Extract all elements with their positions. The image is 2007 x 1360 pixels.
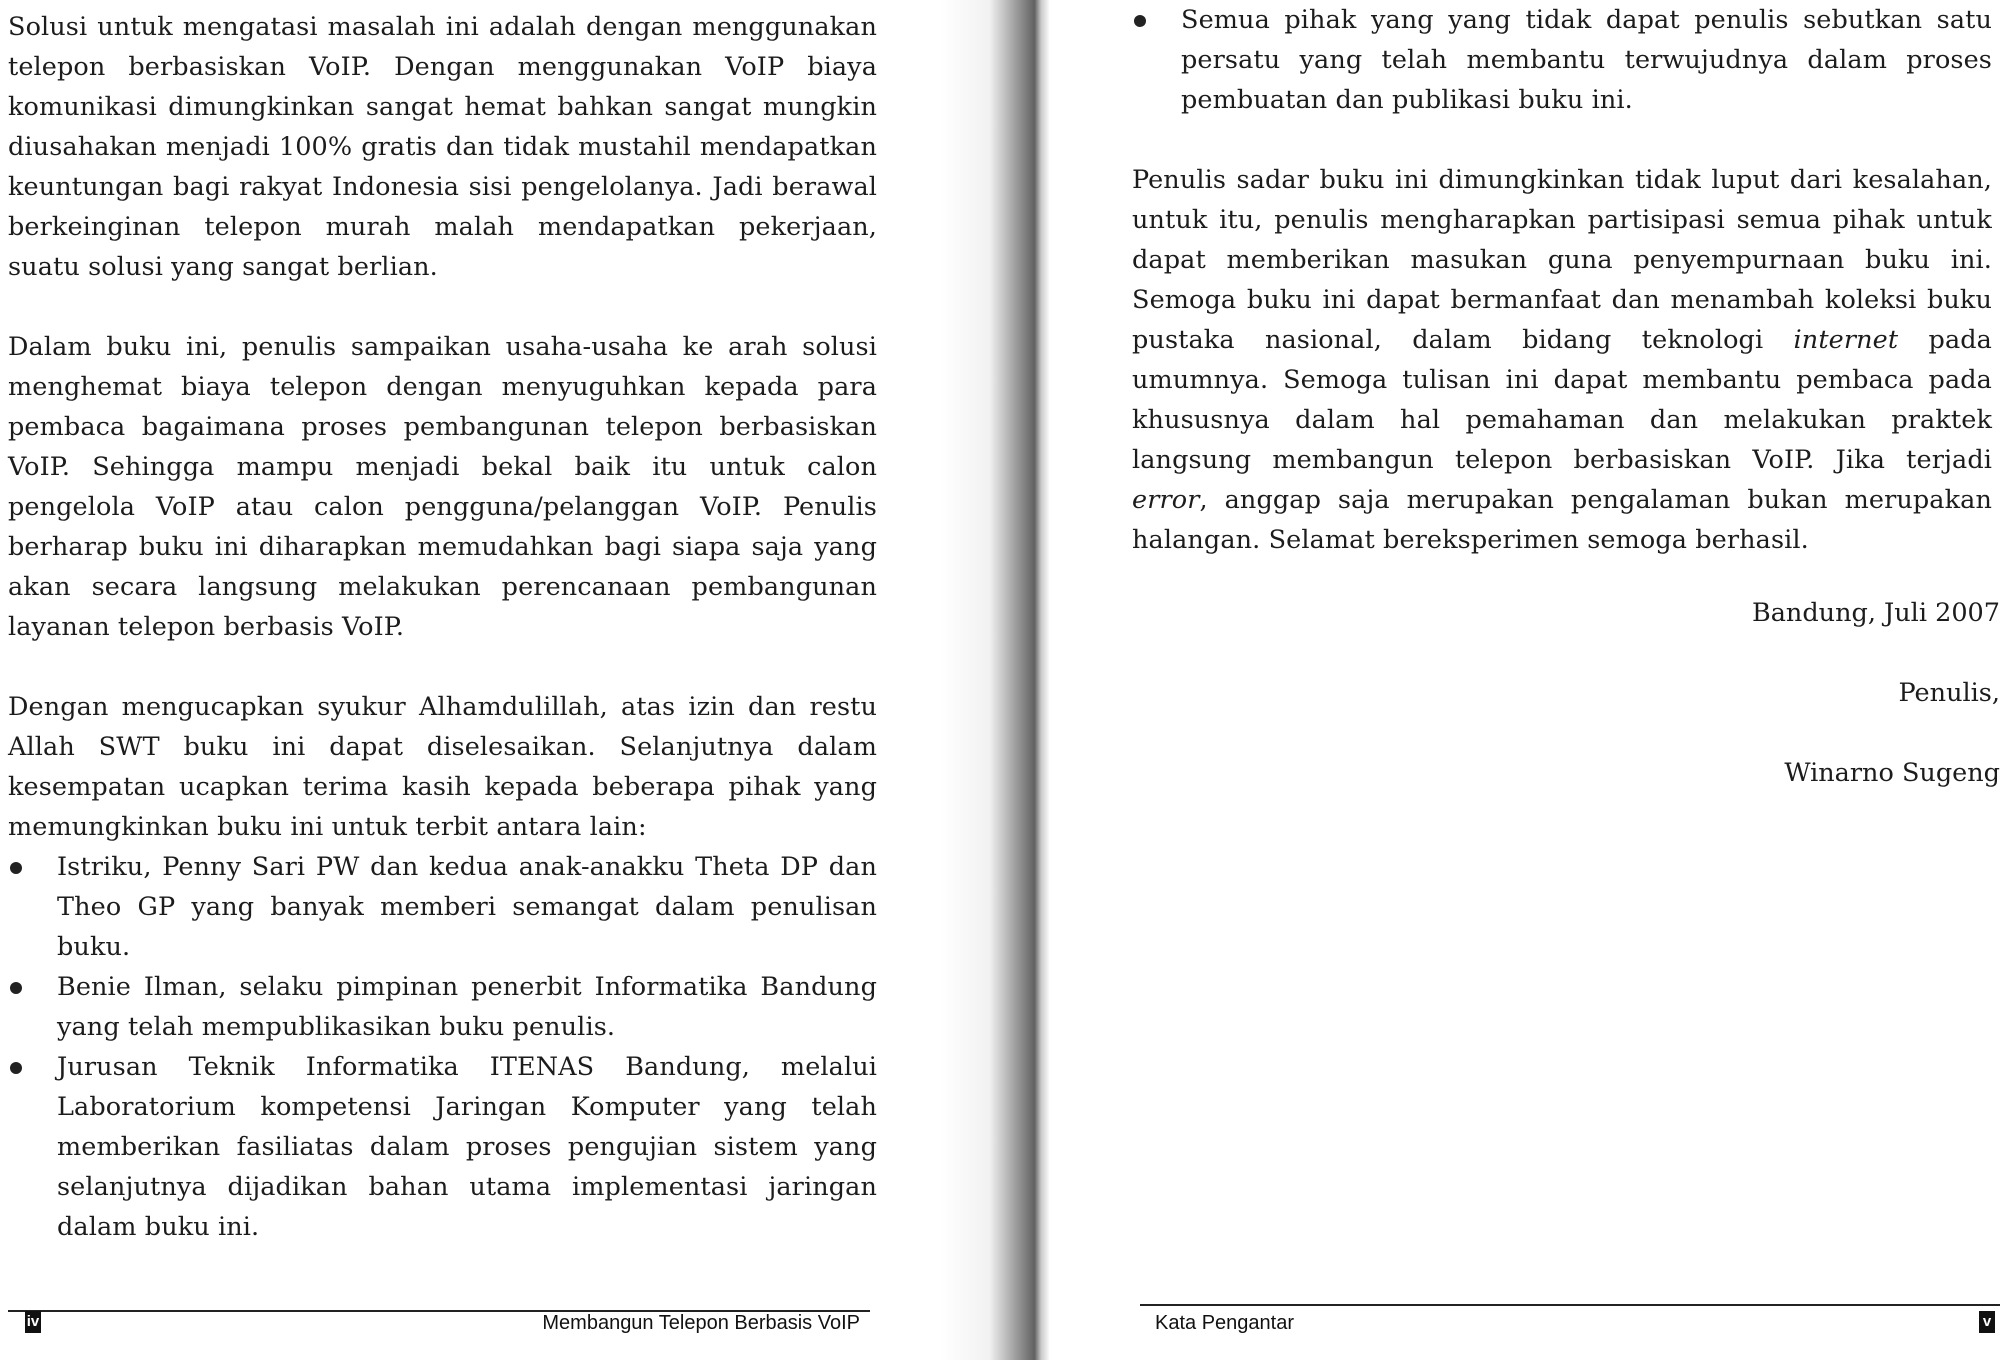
bullet-icon (10, 982, 22, 994)
list-item-text: Benie Ilman, selaku pimpinan penerbit Informatika Bandung yang telah mempublikasikan buku penulis. (57, 972, 877, 1042)
left-page-body (8, 7, 877, 1247)
author-name: Winarno Sugeng (1784, 758, 2000, 788)
right-footer-rule (1140, 1304, 2000, 1306)
right-paragraph (1132, 160, 1992, 560)
list-item-text: Istriku, Penny Sari PW dan kedua anak-anakku Theta DP dan Theo GP yang banyak memberi semangat dalam penulisan buku. (57, 852, 877, 962)
right-page (1050, 0, 2007, 1360)
acknowledgement-list-continued (1132, 0, 1992, 120)
list-item (8, 847, 877, 967)
right-footer-title: Kata Pengantar (1155, 1312, 1294, 1334)
left-footer-title: Membangun Telepon Berbasis VoIP (542, 1312, 860, 1334)
bullet-icon (1134, 15, 1146, 27)
list-item-text: Semua pihak yang yang tidak dapat penulis sebutkan satu persatu yang telah membantu terwujudnya dalam proses pembuatan dan publikasi buku ini. (1181, 5, 1992, 115)
list-item (8, 1047, 877, 1247)
closing-label: Penulis, (1898, 678, 2000, 708)
left-page-number: iv (25, 1311, 41, 1333)
left-paragraph-3: Dengan mengucapkan syukur Alhamdulillah, atas izin dan restu Allah SWT buku ini dapat diselesaikan. Selanjutnya dalam kesempatan ucapkan terima kasih kepada beberapa pihak yang memungkinkan buku ini untuk terbit antara lain: (8, 692, 877, 842)
left-paragraph-2: Dalam buku ini, penulis sampaikan usaha-usaha ke arah solusi menghemat biaya telepon dengan menyuguhkan kepada para pembaca bagaimana proses pembangunan telepon berbasiskan VoIP. Sehingga mampu menjadi bekal baik itu untuk calon pengelola VoIP atau calon pengguna/pelanggan VoIP. Penulis berharap buku ini diharapkan memudahkan bagi siapa saja yang akan secara langsung melakukan perencanaan pembangunan layanan telepon berbasis VoIP. (8, 332, 877, 642)
list-item (8, 967, 877, 1047)
italic-term-error: error (1132, 485, 1200, 515)
list-item-text: Jurusan Teknik Informatika ITENAS Bandung, melalui Laboratorium kompetensi Jaringan Komputer yang telah memberikan fasiliatas dalam proses pengujian sistem yang selanjutnya dijadikan bahan utama implementasi jaringan dalam buku ini. (57, 1052, 877, 1242)
right-page-body (1132, 0, 1992, 560)
book-spine-shadow (940, 0, 1050, 1360)
place-date: Bandung, Juli 2007 (1751, 598, 2000, 628)
bullet-icon (10, 862, 22, 874)
right-paragraph-part-a: Penulis sadar buku ini dimungkinkan tidak luput dari kesalahan, untuk itu, penulis mengharapkan partisipasi semua pihak untuk dapat memberikan masukan guna penyempurnaan buku ini. Semoga buku ini dapat bermanfaat dan menambah koleksi buku pustaka nasional, dalam bidang teknologi (1132, 165, 1992, 355)
right-paragraph-part-c: , anggap saja merupakan pengalaman bukan merupakan halangan. Selamat bereksperimen semoga berhasil. (1132, 485, 1992, 555)
italic-term-internet: internet (1793, 325, 1899, 355)
list-item (1132, 0, 1992, 120)
right-page-number: v (1979, 1311, 1995, 1333)
left-page (0, 0, 940, 1360)
bullet-icon (10, 1062, 22, 1074)
acknowledgement-list (8, 847, 877, 1247)
left-paragraph-1: Solusi untuk mengatasi masalah ini adalah dengan menggunakan telepon berbasiskan VoIP. Dengan menggunakan VoIP biaya komunikasi dimungkinkan sangat hemat bahkan sangat mungkin diusahakan menjadi 100% gratis dan tidak mustahil mendapatkan keuntungan bagi rakyat Indonesia sisi pengelolanya. Jadi berawal berkeinginan telepon murah malah mendapatkan pekerjaan, suatu solusi yang sangat berlian. (8, 12, 877, 282)
right-paragraph-part-b: pada umumnya. Semoga tulisan ini dapat membantu pembaca pada khususnya dalam hal pemahaman dan melakukan praktek langsung membangun telepon berbasiskan VoIP. Jika terjadi (1132, 325, 1992, 475)
